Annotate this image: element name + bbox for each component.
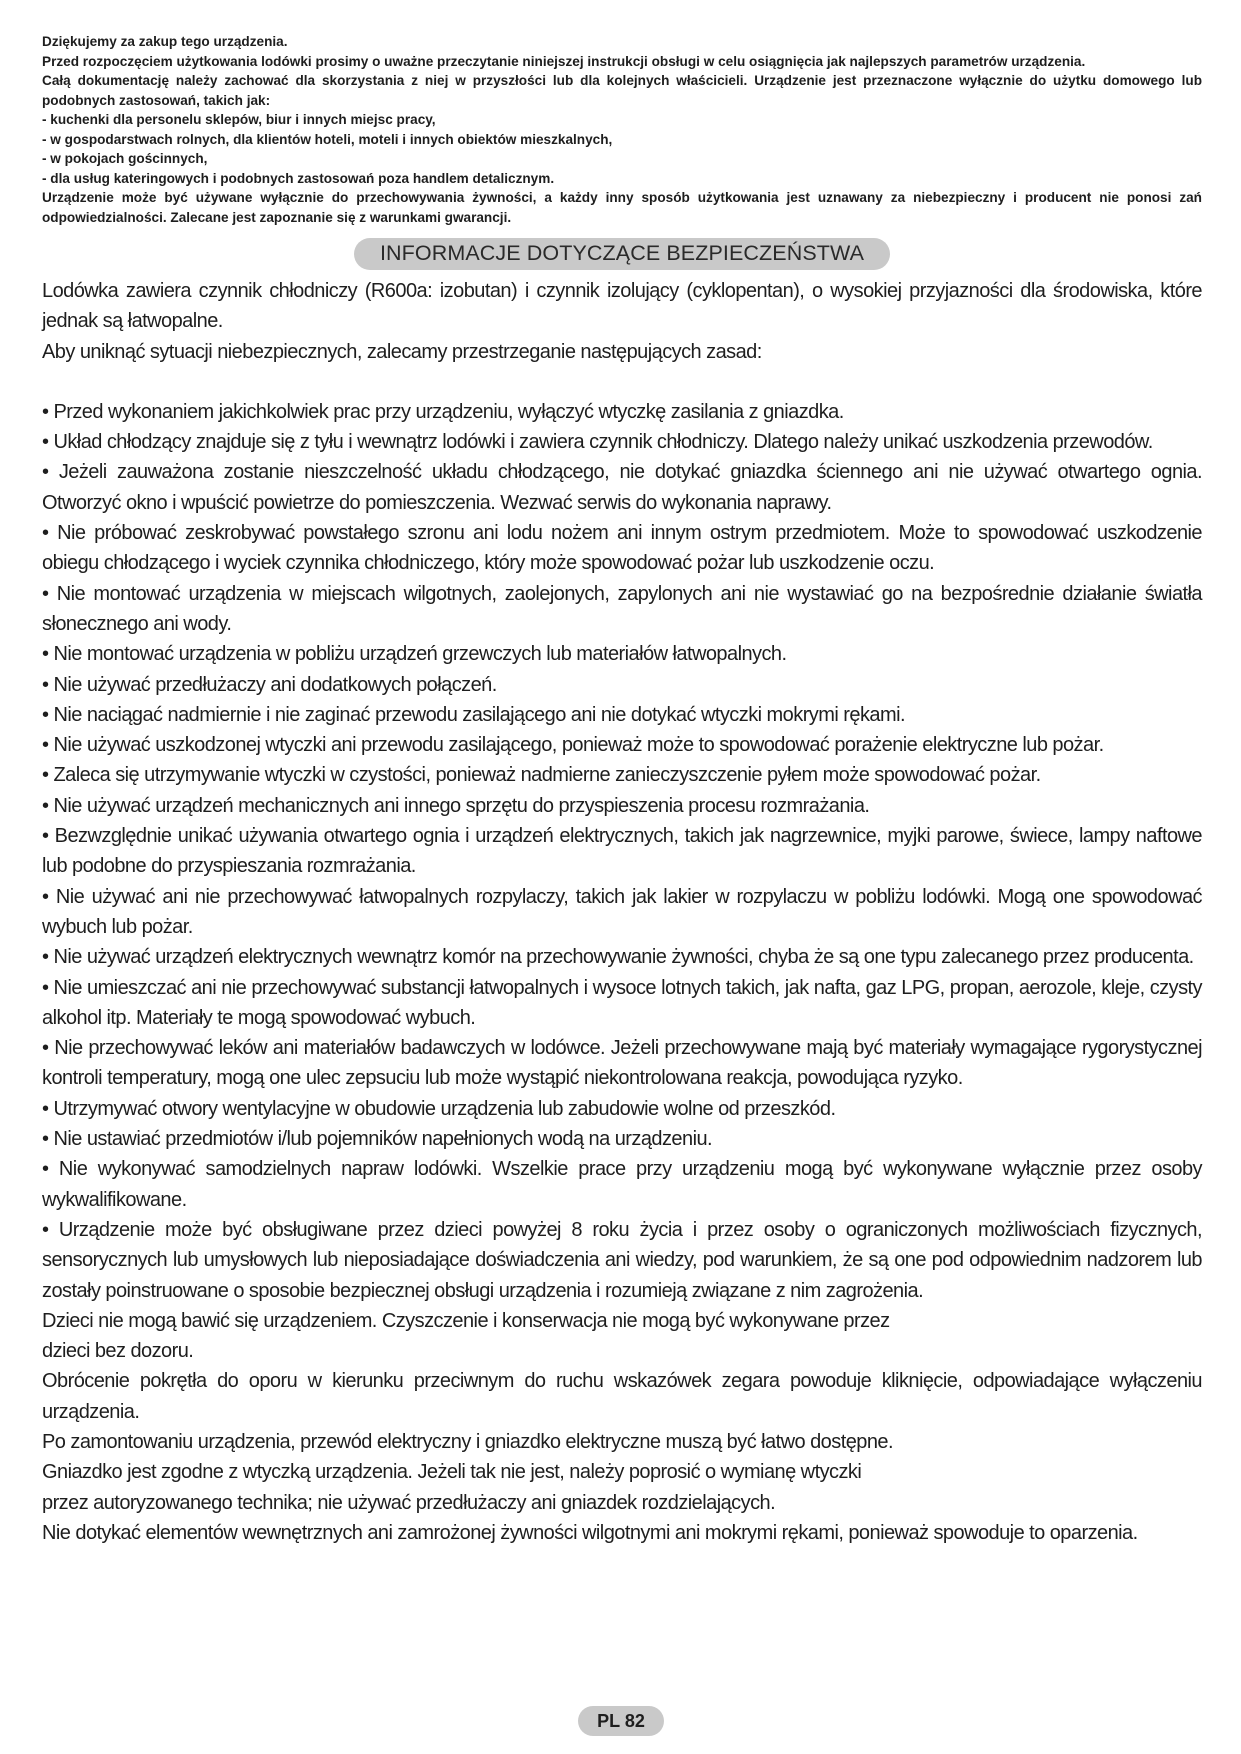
bullet-item: • Urządzenie może być obsługiwane przez dzieci powyżej 8 roku życia i przez osoby o ograniczonych możliwościach fizycznych, sensorycznych lub umysłowych lub nieposiadające doświadczenia ani wiedzy, pod warunkiem, że są one pod odpowiednim nadzorem lub zostały poinstruowane o sposobie bezpiecznej obsługi urządzenia i rozumieją związane z nim zagrożenia.: [42, 1218, 1202, 1302]
body-paragraph: Lodówka zawiera czynnik chłodniczy (R600a: izobutan) i czynnik izolujący (cyklopentan), o wysokiej przyjazności dla środowiska, które jednak są łatwopalne.: [42, 280, 1202, 333]
section-heading-wrap: [42, 238, 1202, 270]
bullet-item: • Nie przechowywać leków ani materiałów badawczych w lodówce. Jeżeli przechowywane mają być materiały wymagające rygorystycznej kontroli temperatury, mogą one ulec zepsuciu lub może wystąpić niekontrolowana reakcja, powodująca ryzyko.: [42, 1037, 1202, 1090]
closing-children-1: Dzieci nie mogą bawić się urządzeniem. Czyszczenie i konserwacja nie mogą być wykonywane przez: [42, 1309, 890, 1332]
intro-line: Przed rozpoczęciem użytkowania lodówki prosimy o uważne przeczytanie niniejszej instrukcji obsługi w celu osiągnięcia jak najlepszych parametrów urządzenia.: [42, 53, 1086, 69]
bullet-item: • Jeżeli zauważona zostanie nieszczelność układu chłodzącego, nie dotykać gniazdka ściennego ani nie używać otwartego ognia. Otworzyć okno i wpuścić powietrze do pomieszczenia. Wezwać serwis do wykonania naprawy.: [42, 461, 1202, 514]
intro-line: - dla usług kateringowych i podobnych zastosowań poza handlem detalicznym.: [42, 170, 555, 186]
closing-knob: Obrócenie pokrętła do oporu w kierunku przeciwnym do ruchu wskazówek zegara powoduje kliknięcie, odpowiadające wyłączeniu urządzenia.: [42, 1370, 1202, 1423]
section-title: INFORMACJE DOTYCZĄCE BEZPIECZEŃSTWA: [354, 238, 890, 270]
bullet-item: • Nie używać urządzeń elektrycznych wewnątrz komór na przechowywanie żywności, chyba że są one typu zalecanego przez producenta.: [42, 946, 1194, 969]
bullet-item: • Przed wykonaniem jakichkolwiek prac przy urządzeniu, wyłączyć wtyczkę zasilania z gniazdka.: [42, 400, 844, 423]
bullet-item: • Nie naciągać nadmiernie i nie zaginać przewodu zasilającego ani nie dotykać wtyczki mokrymi rękami.: [42, 703, 905, 726]
intro-line: - kuchenki dla personelu sklepów, biur i innych miejsc pracy,: [42, 112, 436, 127]
closing-plug-1: Gniazdko jest zgodne z wtyczką urządzenia. Jeżeli tak nie jest, należy poprosić o wymianę wtyczki: [42, 1461, 862, 1484]
bullet-item: • Nie używać urządzeń mechanicznych ani innego sprzętu do przyspieszenia procesu rozmrażania.: [42, 794, 870, 817]
bullet-item: • Nie używać ani nie przechowywać łatwopalnych rozpylaczy, takich jak lakier w rozpylaczu w pobliżu lodówki. Mogą one spowodować wybuch lub pożar.: [42, 885, 1202, 938]
manual-page: [42, 32, 1202, 1548]
body-paragraph: Aby uniknąć sytuacji niebezpiecznych, zalecamy przestrzeganie następujących zasad:: [42, 340, 762, 363]
intro-line: - w pokojach gościnnych,: [42, 151, 208, 166]
bullet-item: • Utrzymywać otwory wentylacyjne w obudowie urządzenia lub zabudowie wolne od przeszkód.: [42, 1097, 836, 1120]
safety-body: [42, 276, 1202, 1548]
intro-line: - w gospodarstwach rolnych, dla klientów hoteli, moteli i innych obiektów mieszkalnych,: [42, 131, 613, 147]
page-number-badge: PL 82: [578, 1706, 664, 1736]
bullet-item: • Nie używać uszkodzonej wtyczki ani przewodu zasilającego, ponieważ może to spowodować porażenie elektryczne lub pożar.: [42, 734, 1104, 757]
spacer: [42, 367, 1202, 397]
bullet-item: • Układ chłodzący znajduje się z tyłu i wewnątrz lodówki i zawiera czynnik chłodniczy. Dlatego należy unikać uszkodzenia przewodów.: [42, 431, 1153, 454]
bullet-item: • Nie montować urządzenia w pobliżu urządzeń grzewczych lub materiałów łatwopalnych.: [42, 643, 787, 666]
intro-line: Dziękujemy za zakup tego urządzenia.: [42, 34, 288, 49]
bullet-item: • Nie wykonywać samodzielnych napraw lodówki. Wszelkie prace przy urządzeniu mogą być wykonywane wyłącznie przez osoby wykwalifikowane.: [42, 1158, 1202, 1211]
bullet-item: • Nie umieszczać ani nie przechowywać substancji łatwopalnych i wysoce lotnych takich, jak nafta, gaz LPG, propan, aerozole, kleje, czysty alkohol itp. Materiały te mogą spowodować wybuch.: [42, 976, 1202, 1029]
intro-line: Urządzenie może być używane wyłącznie do przechowywania żywności, a każdy inny sposób użytkowania jest uznawany za niebezpieczny i producent nie ponosi zań odpowiedzialności. Zalecane jest zapoznanie się z warunkami gwarancji.: [42, 190, 1202, 225]
intro-block: [42, 32, 1202, 227]
bullet-item: • Nie próbować zeskrobywać powstałego szronu ani lodu nożem ani innym ostrym przedmiotem. Może to spowodować uszkodzenie obiegu chłodzącego i wyciek czynnika chłodniczego, który może spowodować pożar lub uszkodzenie oczu.: [42, 522, 1202, 575]
closing-plug-2: przez autoryzowanego technika; nie używać przedłużaczy ani gniazdek rozdzielających.: [42, 1491, 776, 1514]
bullet-item: • Bezwzględnie unikać używania otwartego ognia i urządzeń elektrycznych, takich jak nagrzewnice, myjki parowe, świece, lampy naftowe lub podobne do przyspieszania rozmrażania.: [42, 825, 1202, 878]
intro-line: Całą dokumentację należy zachować dla skorzystania z niej w przyszłości lub dla kolejnych właścicieli. Urządzenie jest przeznaczone wyłącznie do użytku domowego lub podobnych zastosowań, takich jak:: [42, 73, 1202, 108]
bullet-item: • Nie montować urządzenia w miejscach wilgotnych, zaolejonych, zapylonych ani nie wystawiać go na bezpośrednie działanie światła słonecznego ani wody.: [42, 582, 1202, 635]
closing-access: Po zamontowaniu urządzenia, przewód elektryczny i gniazdko elektryczne muszą być łatwo dostępne.: [42, 1430, 893, 1453]
bullet-item: • Nie ustawiać przedmiotów i/lub pojemników napełnionych wodą na urządzeniu.: [42, 1128, 713, 1151]
closing-children-2: dzieci bez dozoru.: [42, 1340, 194, 1363]
closing-burns: Nie dotykać elementów wewnętrznych ani zamrożonej żywności wilgotnymi ani mokrymi rękami, ponieważ spowoduje to oparzenia.: [42, 1521, 1138, 1544]
bullet-item: • Nie używać przedłużaczy ani dodatkowych połączeń.: [42, 673, 497, 696]
bullet-item: • Zaleca się utrzymywanie wtyczki w czystości, ponieważ nadmierne zanieczyszczenie pyłem może spowodować pożar.: [42, 764, 1041, 787]
